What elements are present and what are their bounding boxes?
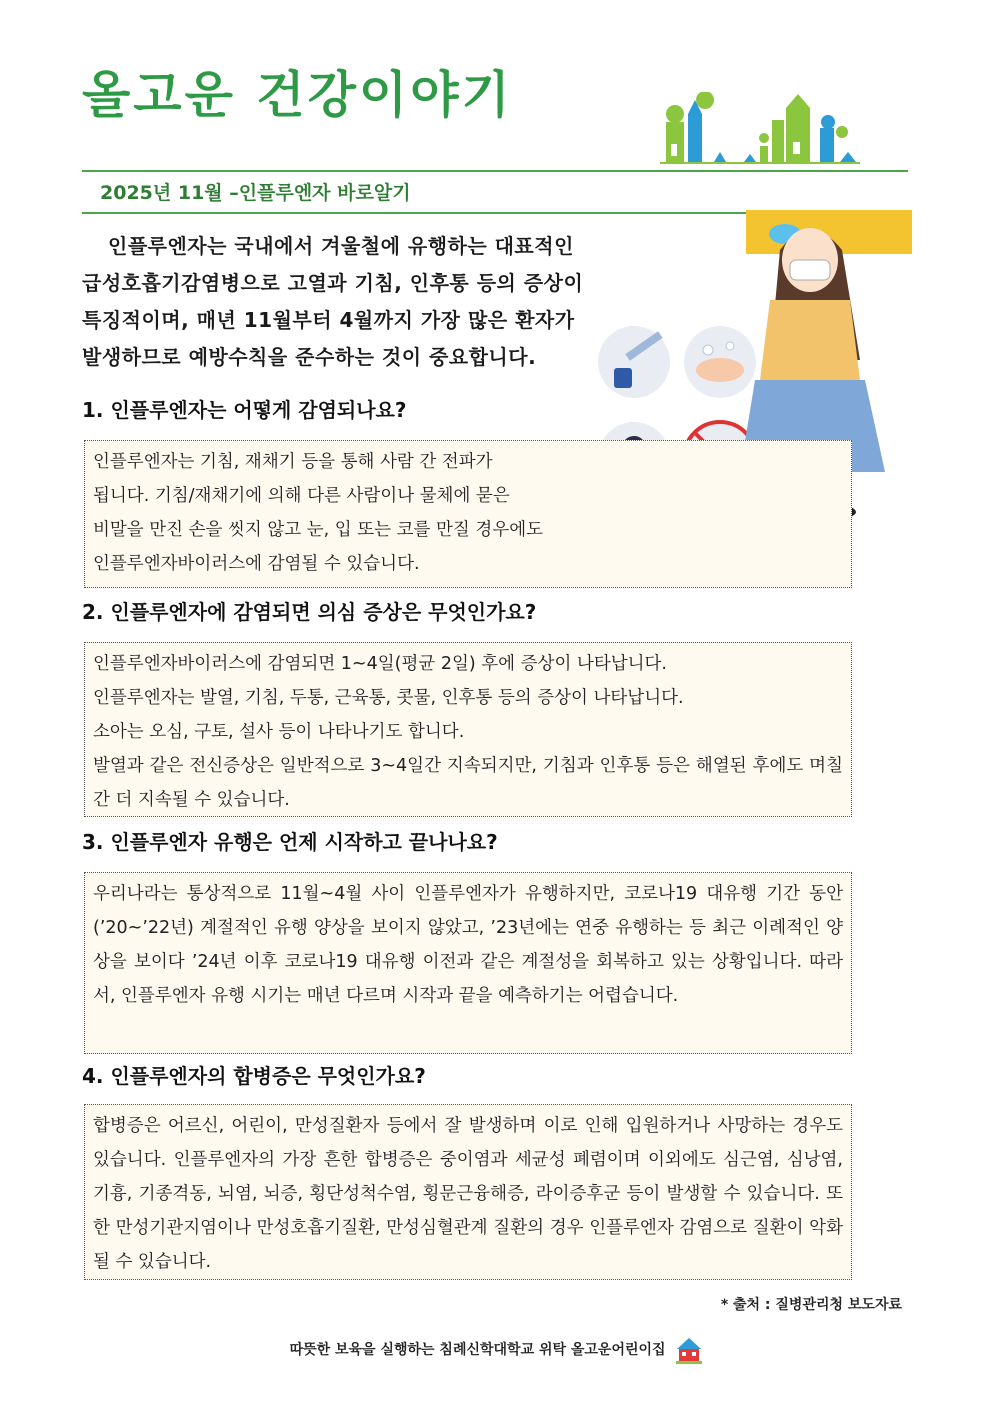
- section-1-line: 비말을 만진 손을 씻지 않고 눈, 입 또는 코를 만질 경우에도: [93, 520, 544, 540]
- footer-text: 따뜻한 보육을 실행하는 침례신학대학교 위탁 올고운어린이집: [289, 1342, 666, 1358]
- section-2-box: [84, 642, 852, 817]
- page-title: 올고운 건강이야기: [82, 66, 513, 124]
- section-4-box: [84, 1104, 852, 1280]
- intro-line: 인플루엔자는 국내에서 겨울철에 유행하는 대표적인: [108, 234, 574, 258]
- subtitle-bar: [82, 170, 908, 214]
- section-1-line: 인플루엔자바이러스에 감염될 수 있습니다.: [93, 554, 420, 574]
- section-1-box: [84, 440, 852, 588]
- section-2-line: 인플루엔자는 발열, 기침, 두통, 근육통, 콧물, 인후통 등의 증상이 나타납니다.: [93, 688, 684, 708]
- intro-paragraph: [82, 228, 652, 376]
- town-logo-illustration: [660, 92, 860, 164]
- intro-line: 발생하므로 예방수칙을 준수하는 것이 중요합니다.: [82, 345, 537, 369]
- section-2-line: 인플루엔자바이러스에 감염되면 1~4일(평균 2일) 후에 증상이 나타납니다.: [93, 654, 667, 674]
- source-note: * 출처 : 질병관리청 보도자료: [720, 1297, 902, 1313]
- section-1-line: 인플루엔자는 기침, 재채기 등을 통해 사람 간 전파가: [93, 452, 493, 472]
- house-logo-icon: [676, 1336, 702, 1364]
- section-1-line: 됩니다. 기침/재채기에 의해 다른 사람이나 물체에 묻은: [93, 486, 510, 506]
- intro-line: 급성호흡기감염병으로 고열과 기침, 인후통 등의 증상이: [82, 271, 584, 295]
- intro-line: 특징적이며, 매년 11월부터 4월까지 가장 많은 환자가: [82, 308, 575, 332]
- section-2-line: 발열과 같은 전신증상은 일반적으로 3~4일간 지속되지만, 기침과 인후통 등은 해열된 후에도 며칠간 더 지속될 수 있습니다.: [93, 756, 843, 810]
- section-2-line: 소아는 오심, 구토, 설사 등이 나타나기도 합니다.: [93, 722, 465, 742]
- section-4-text: 합병증은 어르신, 어린이, 만성질환자 등에서 잘 발생하며 이로 인해 입원하거나 사망하는 경우도 있습니다. 인플루엔자의 가장 흔한 합병증은 중이염과 세균성 폐렴이며 이외에도 심근염, 심낭염, 기흉, 기종격동, 뇌염, 뇌증, 횡단성척수염, 횡문근융해증, 라이증후군 등이 발생할 수 있습니다. 또한 만성기관지염이나 만성호흡기질환, 만성심혈관계 질환의 경우 인플루엔자 감염으로 질환이 악화될 수 있습니다.: [93, 1116, 843, 1272]
- section-3-text: 우리나라는 통상적으로 11월~4월 사이 인플루엔자가 유행하지만, 코로나19 대유행 기간 동안(’20~’22년) 계절적인 유행 양상을 보이지 않았고, ’23년에는 연중 유행하는 등 최근 이례적인 양상을 보이다 ’24년 이후 코로나19 대유행 이전과 같은 계절성을 회복하고 있는 상황입니다. 따라서, 인플루엔자 유행 시기는 매년 다르며 시작과 끝을 예측하기는 어렵습니다.: [93, 884, 843, 1006]
- section-2-title: 2. 인플루엔자에 감염되면 의심 증상은 무엇인가요?: [82, 600, 537, 624]
- section-1-title: 1. 인플루엔자는 어떻게 감염되나요?: [82, 398, 407, 422]
- footer: [0, 1336, 992, 1364]
- section-3-box: [84, 872, 852, 1054]
- section-3-title: 3. 인플루엔자 유행은 언제 시작하고 끝나나요?: [82, 830, 498, 854]
- section-4-title: 4. 인플루엔자의 합병증은 무엇인가요?: [82, 1064, 426, 1088]
- issue-subtitle: 2025년 11월 –인플루엔자 바로알기: [100, 182, 411, 204]
